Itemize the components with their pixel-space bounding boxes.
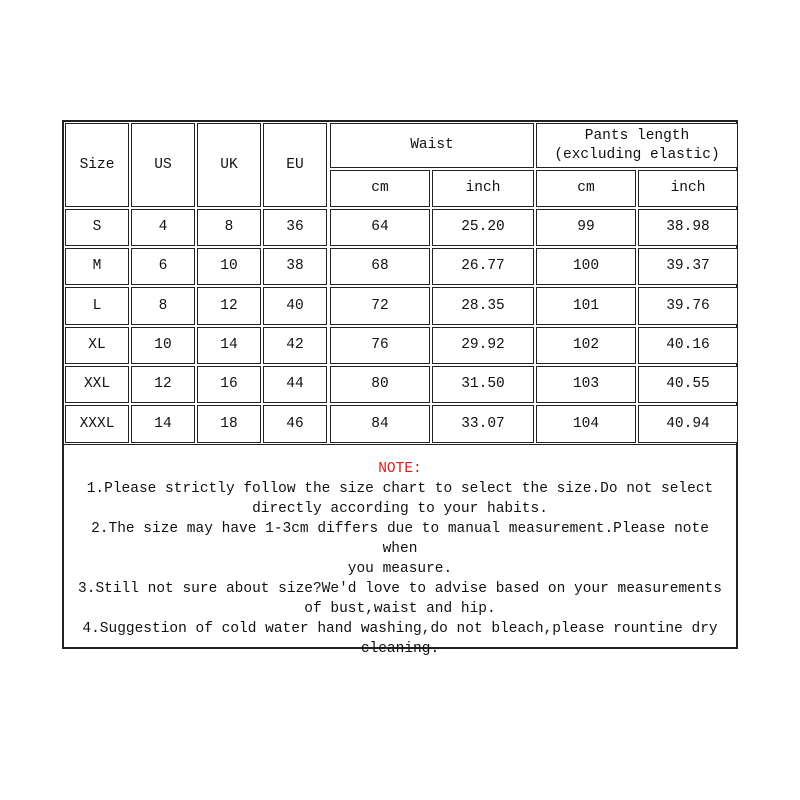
- note-3-line-2: of bust,waist and hip.: [304, 601, 496, 617]
- header-pants-length-line1: Pants length: [584, 127, 690, 144]
- cell-size: M: [65, 248, 129, 285]
- cell-waist-inch: 33.07: [432, 405, 534, 443]
- cell-waist-inch: 25.20: [432, 209, 534, 246]
- cell-pants-cm: 101: [536, 287, 636, 325]
- note-1-line-1: 1.Please strictly follow the size chart to select the size.Do not select: [86, 481, 714, 497]
- note-title: NOTE:: [378, 461, 422, 477]
- cell-waist-cm: 80: [330, 366, 430, 403]
- cell-uk: 8: [197, 209, 261, 246]
- cell-size: XXL: [65, 366, 129, 403]
- header-us: US: [131, 123, 195, 207]
- cell-pants-cm: 99: [536, 209, 636, 246]
- cell-us: 8: [131, 287, 195, 325]
- header-uk: UK: [197, 123, 261, 207]
- cell-us: 10: [131, 327, 195, 364]
- cell-waist-inch: 26.77: [432, 248, 534, 285]
- header-waist: Waist: [330, 123, 534, 168]
- notes-box: [63, 444, 737, 657]
- cell-uk: 18: [197, 405, 261, 443]
- cell-uk: 10: [197, 248, 261, 285]
- cell-eu: 42: [263, 327, 327, 364]
- cell-uk: 16: [197, 366, 261, 403]
- note-3-line-1: 3.Still not sure about size?We'd love to advise based on your measurements: [78, 581, 722, 597]
- cell-pants-inch: 40.94: [638, 405, 738, 443]
- note-2-line-1: 2.The size may have 1-3cm differs due to manual measurement.Please note when: [91, 521, 709, 557]
- cell-pants-inch: 39.76: [638, 287, 738, 325]
- cell-size: S: [65, 209, 129, 246]
- header-pants-inch: inch: [638, 170, 738, 207]
- cell-size: XXXL: [65, 405, 129, 443]
- cell-pants-cm: 103: [536, 366, 636, 403]
- cell-eu: 44: [263, 366, 327, 403]
- cell-pants-cm: 102: [536, 327, 636, 364]
- cell-eu: 36: [263, 209, 327, 246]
- note-1-line-2: directly according to your habits.: [252, 501, 548, 517]
- header-waist-inch: inch: [432, 170, 534, 207]
- cell-waist-inch: 31.50: [432, 366, 534, 403]
- cell-waist-cm: 64: [330, 209, 430, 246]
- cell-pants-inch: 38.98: [638, 209, 738, 246]
- cell-us: 4: [131, 209, 195, 246]
- cell-pants-cm: 100: [536, 248, 636, 285]
- cell-pants-inch: 39.37: [638, 248, 738, 285]
- header-pants-length-line2: (excluding elastic): [554, 146, 720, 163]
- cell-eu: 46: [263, 405, 327, 443]
- cell-pants-inch: 40.55: [638, 366, 738, 403]
- note-4-line-1: 4.Suggestion of cold water hand washing,do not bleach,please rountine dry: [82, 621, 718, 637]
- cell-us: 6: [131, 248, 195, 285]
- cell-uk: 12: [197, 287, 261, 325]
- cell-waist-inch: 29.92: [432, 327, 534, 364]
- cell-us: 14: [131, 405, 195, 443]
- header-eu: EU: [263, 123, 327, 207]
- cell-waist-cm: 72: [330, 287, 430, 325]
- cell-waist-cm: 76: [330, 327, 430, 364]
- note-4-line-2: cleaning.: [360, 641, 440, 657]
- cell-pants-inch: 40.16: [638, 327, 738, 364]
- header-pants-cm: cm: [536, 170, 636, 207]
- cell-eu: 38: [263, 248, 327, 285]
- cell-waist-cm: 84: [330, 405, 430, 443]
- cell-waist-inch: 28.35: [432, 287, 534, 325]
- cell-uk: 14: [197, 327, 261, 364]
- cell-size: L: [65, 287, 129, 325]
- cell-us: 12: [131, 366, 195, 403]
- note-2-line-2: you measure.: [347, 561, 453, 577]
- header-pants-length: [536, 123, 738, 168]
- cell-eu: 40: [263, 287, 327, 325]
- cell-waist-cm: 68: [330, 248, 430, 285]
- header-size: Size: [65, 123, 129, 207]
- header-waist-cm: cm: [330, 170, 430, 207]
- cell-size: XL: [65, 327, 129, 364]
- cell-pants-cm: 104: [536, 405, 636, 443]
